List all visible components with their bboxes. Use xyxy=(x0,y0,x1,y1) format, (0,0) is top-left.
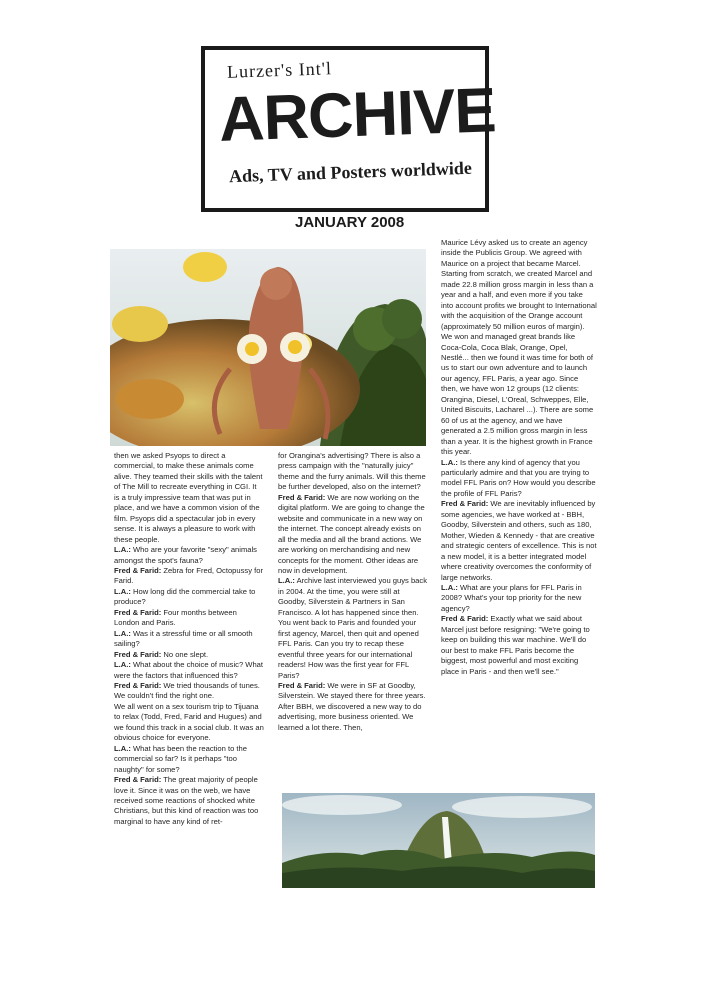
paragraph: L.A.: How long did the commercial take to produce? xyxy=(114,586,256,607)
paragraph: for Orangina's advertising? There is also a press campaign with the "naturally juicy" theme and the furry animals. Will this theme be further developed, also on the internet? xyxy=(278,451,426,492)
paragraph: Fred & Farid: We are inevitably influenced by some agencies, we have worked at - BBH, Goodby, Silverstein and others, such as 180, Mother, Wieden & Kennedy - that are creative and strategic centers of excellence. This is not a new model, it is a better integrated model where creativity overcomes the conformity of large networks. xyxy=(441,499,597,582)
article-column-1 xyxy=(114,451,264,827)
paragraph: Fred & Farid: Exactly what we said about Marcel just before resigning: "We're going to keep on building this war machine. We'll do our best to make FFL Paris become the biggest, most powerful and most exciting place in Paris - and then we'll see." xyxy=(441,614,590,676)
paragraph: Fred & Farid: Four months between London and Paris. xyxy=(114,607,237,628)
paragraph: Fred & Farid: No one slept. xyxy=(114,649,209,659)
paragraph: L.A.: Was it a stressful time or all smooth sailing? xyxy=(114,628,253,649)
paragraph: Fred & Farid: We are now working on the digital platform. We are going to change the website and communicate in a new way on the internet. The concept already exists on all the media and all the brand actions. We are working on merchandising and new concepts for the moment. Other ideas are now in development. xyxy=(278,492,425,575)
archive-logo-stamp xyxy=(201,46,497,212)
main-photo xyxy=(110,249,426,446)
paragraph: L.A.: What has been the reaction to the commercial so far? Is it perhaps "too naughty" for some? xyxy=(114,743,247,774)
paragraph: then we asked Psyops to direct a commercial, to make these animals come alive. They teamed their skills with the talent of The Mill to recreate everything in CGI. It is a truly impressive team that was put in place, and we have a common vision of the film. Psyops did a spectacular job in every sense. It is always a pleasure to work with these people. xyxy=(114,451,263,544)
paragraph: L.A.: What about the choice of music? What were the factors that influenced this? xyxy=(114,660,264,680)
issue-date: JANUARY 2008 xyxy=(295,214,405,231)
paragraph: L.A.: Is there any kind of agency that you particularly admire and that you are trying to model FFL Paris on? How would you describe the profile of FFL Paris? xyxy=(441,457,596,498)
logo-subtitle: Ads, TV and Posters worldwide xyxy=(228,157,473,187)
logo-title: ARCHIVE xyxy=(217,75,497,155)
paragraph: L.A.: What are your plans for FFL Paris in 2008? What's your top priority for the new agency? xyxy=(441,582,582,613)
paragraph: Fred & Farid: We were in SF at Goodby, Silverstein. We stayed there for three years. After BBH, we discovered a new way to do advertising, more business oriented. We learned a lot there. Then, xyxy=(278,680,426,732)
paragraph: Fred & Farid: The great majority of people love it. Since it was on the web, we have received some reactions of shocked white Christians, but this kind of reaction was too marginal to have any kind of ret- xyxy=(114,775,259,826)
paragraph: Fred & Farid: We tried thousands of tunes. We couldn't find the right one. xyxy=(114,680,260,701)
paragraph: L.A.: Archive last interviewed you guys back in 2004. At the time, you were still at Goodby, Silverstein & Partners in San Francisco. A lot has happened since then. You went back to Paris and founded your first agency, Marcel, then quit and opened FFL Paris. Can you try to recap these eventful three years for our international readers! How was the first year for FFL Paris? xyxy=(278,576,427,680)
paragraph: We all went on a sex tourism trip to Tijuana to relax (Todd, Fred, Farid and Hugues) and we found this track in a social club. It was an obvious choice for everyone. xyxy=(114,701,264,743)
article-column-2 xyxy=(278,451,428,733)
bottom-photo xyxy=(282,793,595,888)
logo-top-line: Lurzer's Int'l xyxy=(226,58,333,82)
paragraph: Maurice Lévy asked us to create an agency inside the Publicis Group. We agreed with Maurice on a project that became Marcel. Starting from scratch, we created Marcel and made 22.8 million gross margin in less than a year and a half, and even more if you take into account profits we brought to International with the acquisition of the Orange account (approximately 50 million euros of margin). We won and managed great brands like Coca-Cola, Coca Blak, Orange, Opel, Nestlé... then we found it was time for both of us to start our own adventure and to launch our agency, FFL Paris, a year ago. Since then, we have won 12 groups (12 clients: Orangina, Diesel, L'Oreal, Schweppes, Elle, United Biscuits, Lacharel ...). There are some 60 of us at the agency, and we have generated a 2.5 million gross margin in less than a year. It is the highest growth in France this year. xyxy=(441,238,597,457)
paragraph: L.A.: Who are your favorite "sexy" animals amongst the spot's fauna? xyxy=(114,545,257,565)
paragraph: Fred & Farid: Zebra for Fred, Octopussy for Farid. xyxy=(114,565,263,586)
article-column-3 xyxy=(441,238,597,677)
